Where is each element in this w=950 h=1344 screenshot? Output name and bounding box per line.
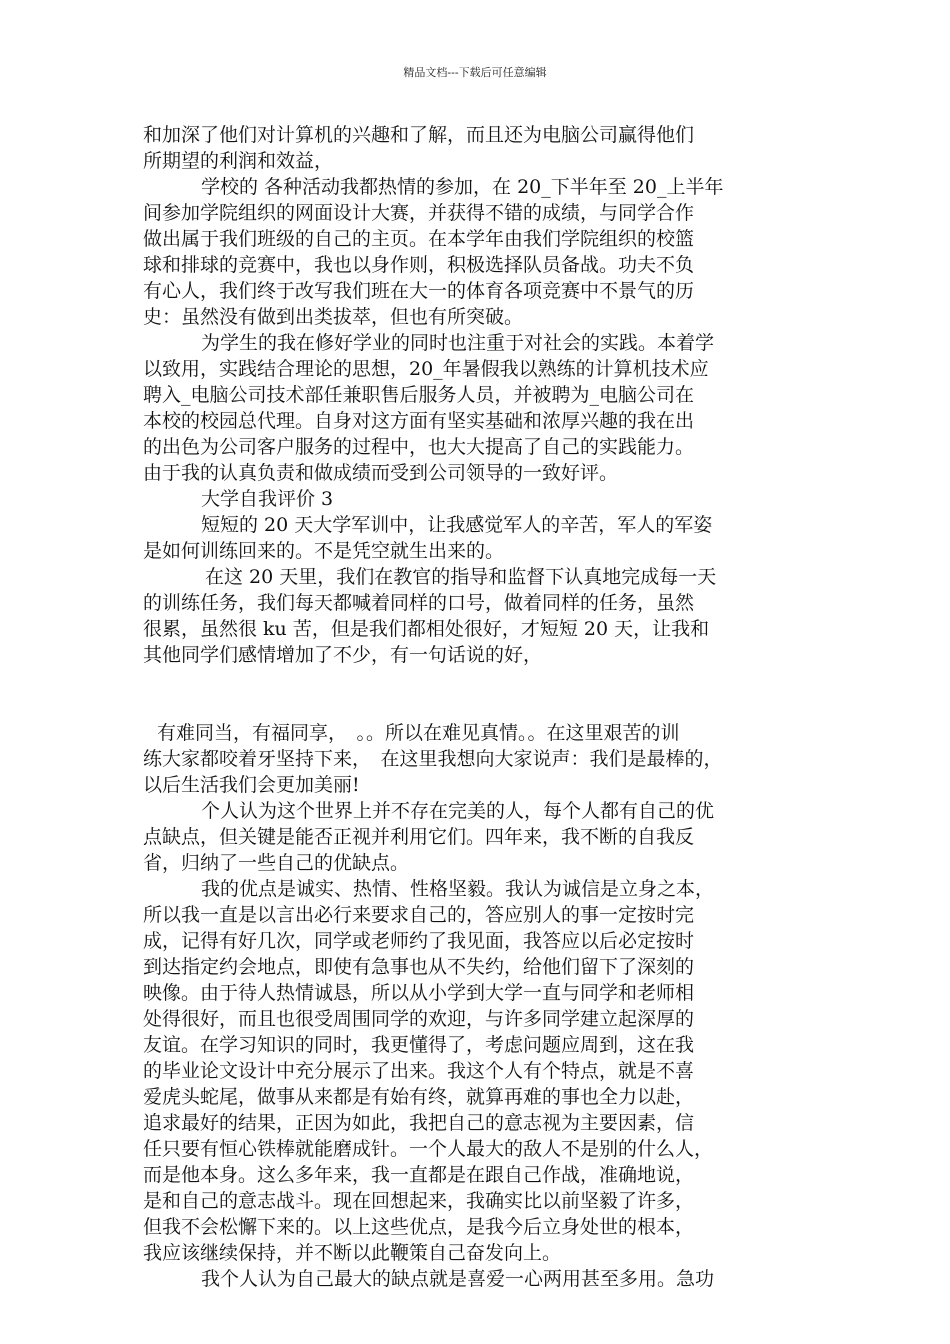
paragraph-start-line: 有难同当，有福同享， 。。所以在难见真情。。在这里艰苦的训 (157, 722, 680, 744)
text-line: 以后生活我们会更加美丽! (143, 774, 360, 796)
document-body (143, 122, 833, 1292)
text-line: 聘入_电脑公司技术部任兼职售后服务人员，并被聘为_电脑公司在 (143, 384, 695, 406)
text-line: 球和排球的竞赛中，我也以身作则，积极选择队员备战。功夫不负 (143, 254, 695, 276)
text-line: 间参加学院组织的网面设计大赛，并获得不错的成绩，与同学合作 (143, 202, 695, 224)
paragraph-start-line: 学校的 各种活动我都热情的参加，在 20_下半年至 20_上半年 (201, 176, 724, 198)
text-line: 处得很好，而且也很受周围同学的欢迎，与许多同学建立起深厚的 (143, 1008, 695, 1030)
paragraph-start-line: 在这 20 天里，我们在教官的指导和监督下认真地完成每一天 (205, 566, 717, 588)
paragraph-start-line: 我个人认为自己最大的缺点就是喜爱一心两用甚至多用。急功 (201, 1268, 715, 1290)
text-line: 由于我的认真负责和做成绩而受到公司领导的一致好评。 (143, 462, 619, 484)
text-line: 本校的校园总代理。自身对这方面有坚实基础和浓厚兴趣的我在出 (143, 410, 695, 432)
text-line: 但我不会松懈下来的。以上这些优点，是我今后立身处世的根本， (143, 1216, 695, 1238)
text-line: 到达指定约会地点，即使有急事也从不失约，给他们留下了深刻的 (143, 956, 695, 978)
text-line: 而是他本身。这么多年来，我一直都是在跟自己作战，准确地说， (143, 1164, 695, 1186)
blank-space (143, 668, 833, 720)
text-line: 的出色为公司客户服务的过程中，也大大提高了自己的实践能力。 (143, 436, 695, 458)
text-line: 爱虎头蛇尾，做事从来都是有始有终，就算再难的事也全力以赴， (143, 1086, 695, 1108)
text-line: 做出属于我们班级的自己的主页。在本学年由我们学院组织的校篮 (143, 228, 695, 250)
text-line: 的训练任务，我们每天都喊着同样的口号，做着同样的任务，虽然 (143, 592, 695, 614)
text-line: 有心人，我们终于改写我们班在大一的体育各项竞赛中不景气的历 (143, 280, 695, 302)
text-line: 我应该继续保持，并不断以此鞭策自己奋发向上。 (143, 1242, 562, 1264)
text-line: 友谊。在学习知识的同时，我更懂得了，考虑问题应周到，这在我 (143, 1034, 695, 1056)
text-line: 任只要有恒心铁棒就能磨成针。一个人最大的敌人不是别的什么人， (143, 1138, 714, 1160)
text-line: 练大家都咬着牙坚持下来， 在这里我想向大家说声：我们是最棒的， (143, 748, 723, 770)
text-line: 的毕业论文设计中充分展示了出来。我这个人有个特点，就是不喜 (143, 1060, 695, 1082)
text-line: 其他同学们感情增加了不少，有一句话说的好， (143, 644, 543, 666)
text-line: 所期望的利润和效益， (143, 150, 334, 172)
text-line: 省，归纳了一些自己的优缺点。 (143, 852, 410, 874)
text-line: 所以我一直是以言出必行来要求自己的，答应别人的事一定按时完 (143, 904, 695, 926)
text-line: 和加深了他们对计算机的兴趣和了解，而且还为电脑公司赢得他们 (143, 124, 695, 146)
text-line: 映像。由于待人热情诚恳，所以从小学到大学一直与同学和老师相 (143, 982, 695, 1004)
paragraph-start-line: 短短的 20 天大学军训中，让我感觉军人的辛苦，军人的军姿 (201, 514, 713, 536)
text-line: 点缺点，但关键是能否正视并利用它们。四年来，我不断的自我反 (143, 826, 695, 848)
text-line: 成，记得有好几次，同学或老师约了我见面，我答应以后必定按时 (143, 930, 695, 952)
section-heading: 大学自我评价 3 (201, 488, 334, 510)
paragraph-start-line: 我的优点是诚实、热情、性格坚毅。我认为诚信是立身之本， (201, 878, 715, 900)
text-line: 史：虽然没有做到出类拔萃，但也有所突破。 (143, 306, 524, 328)
text-line: 很累，虽然很 ku 苦，但是我们都相处很好，才短短 20 天，让我和 (143, 618, 710, 640)
text-line: 追求最好的结果，正因为如此，我把自己的意志视为主要因素，信 (143, 1112, 695, 1134)
paragraph-start-line: 为学生的我在修好学业的同时也注重于对社会的实践。本着学 (201, 332, 715, 354)
text-line: 以致用，实践结合理论的思想，20_年暑假我以熟练的计算机技术应 (143, 358, 709, 380)
text-line: 是如何训练回来的。不是凭空就生出来的。 (143, 540, 505, 562)
page-header: 精品文档---下载后可任意编辑 (403, 66, 547, 79)
paragraph-start-line: 个人认为这个世界上并不存在完美的人，每个人都有自己的优 (201, 800, 715, 822)
text-line: 是和自己的意志战斗。现在回想起来，我确实比以前坚毅了许多， (143, 1190, 695, 1212)
